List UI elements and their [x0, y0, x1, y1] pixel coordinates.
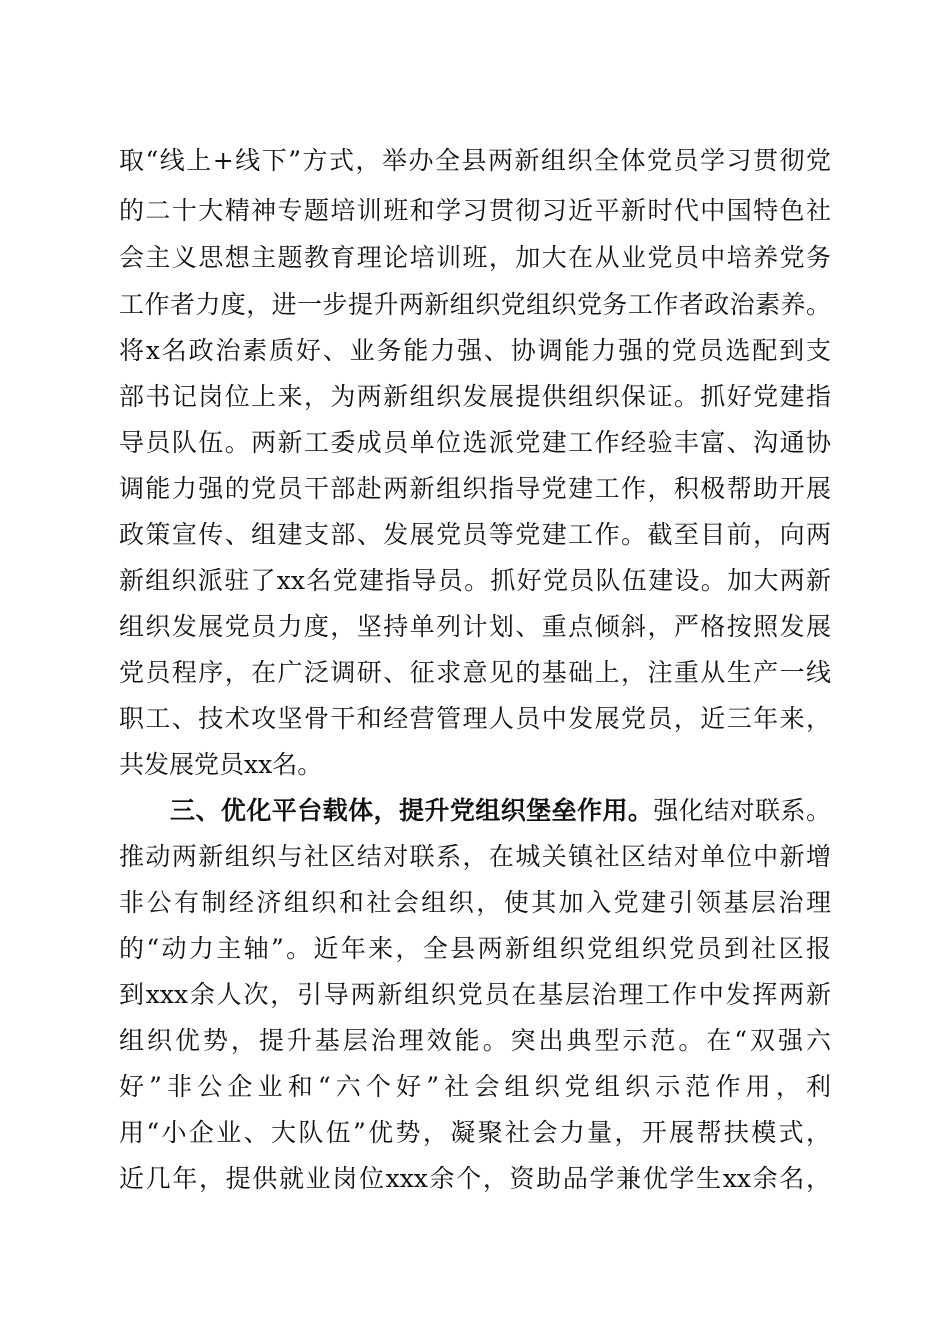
paragraph-line: 政策宣传、组建支部、发展党员等党建工作。截至目前，向两 [119, 520, 831, 549]
section-3-heading-line [170, 796, 831, 826]
paragraph-line: 推动两新组织与社区结对联系，在城关镇社区结对单位中新增 [119, 842, 831, 871]
paragraph-line: 近几年，提供就业岗位xxx余个，资助品学兼优学生xx余名， [119, 1164, 831, 1193]
paragraph-line: 新组织派驻了xx名党建指导员。抓好党员队伍建设。加大两新 [119, 566, 831, 595]
paragraph-line: 将x名政治素质好、业务能力强、协调能力强的党员选配到支 [119, 336, 831, 365]
paragraph-line: 调能力强的党员干部赴两新组织指导党建工作，积极帮助开展 [119, 474, 831, 503]
paragraph-line: 职工、技术攻坚骨干和经营管理人员中发展党员，近三年来， [119, 704, 831, 733]
paragraph-line: 会主义思想主题教育理论培训班，加大在从业党员中培养党务 [119, 243, 831, 272]
section-3-heading: 三、优化平台载体，提升党组织堡垒作用。 [170, 796, 654, 825]
paragraph-line: 用“小企业、大队伍”优势，凝聚社会力量，开展帮扶模式， [119, 1118, 831, 1147]
paragraph-line: 组织发展党员力度，坚持单列计划、重点倾斜，严格按照发展 [119, 612, 831, 641]
paragraph-line: 党员程序，在广泛调研、征求意见的基础上，注重从生产一线 [119, 658, 831, 687]
paragraph-line: 到xxx余人次，引导两新组织党员在基层治理工作中发挥两新 [119, 980, 831, 1009]
section-3-heading-rest: 强化结对联系。 [653, 796, 831, 825]
paragraph-line: 的二十大精神专题培训班和学习贯彻习近平新时代中国特色社 [119, 196, 831, 225]
paragraph-line: 非公有制经济组织和社会组织，使其加入党建引领基层治理 [119, 888, 831, 917]
paragraph-line: 部书记岗位上来，为两新组织发展提供组织保证。抓好党建指 [119, 382, 831, 411]
paragraph-line: 组织优势，提升基层治理效能。突出典型示范。在“双强六 [119, 1026, 831, 1055]
paragraph-line: 工作者力度，进一步提升两新组织党组织党务工作者政治素养。 [119, 290, 831, 319]
paragraph-line: 导员队伍。两新工委成员单位选派党建工作经验丰富、沟通协 [119, 428, 831, 457]
paragraph-line: 好”非公企业和“六个好”社会组织党组织示范作用，利 [119, 1072, 831, 1101]
paragraph-line: 的“动力主轴”。近年来，全县两新组织党组织党员到社区报 [119, 934, 831, 963]
paragraph-line: 取“线上+线下”方式，举办全县两新组织全体党员学习贯彻党 [119, 146, 831, 175]
paragraph-line: 共发展党员xx名。 [119, 750, 323, 779]
